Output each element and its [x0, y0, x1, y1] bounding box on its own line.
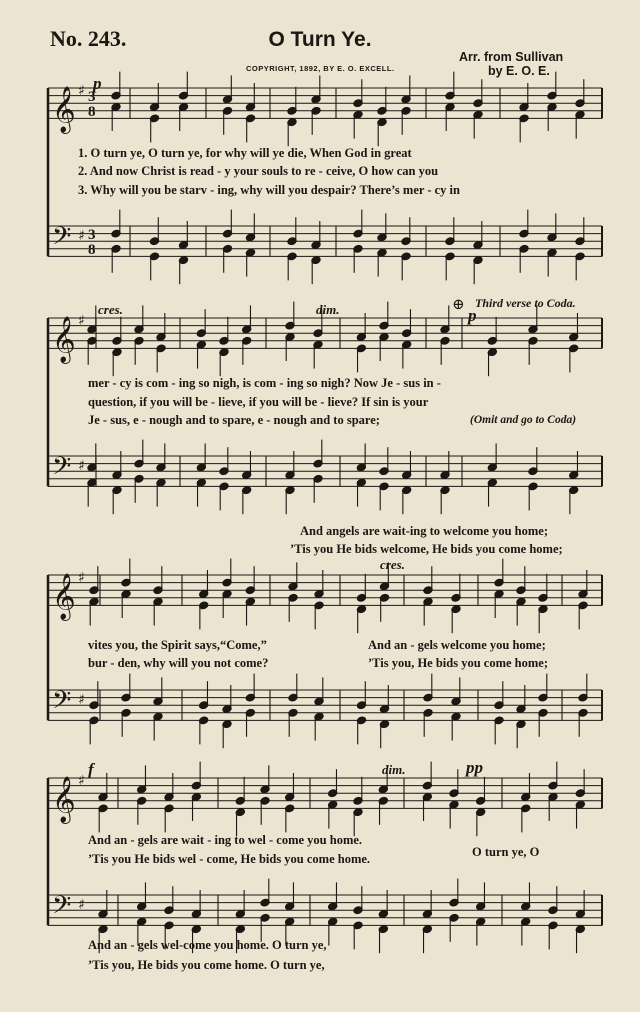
lyric-verse2-line2: question, if you will be - lieve, if you will be - lieve? If sin is your	[88, 395, 429, 409]
lyric-refrain-line4: ’Tis you He bids wel - come, He bids you come home.	[88, 852, 371, 866]
lyric-refrain-line1: And an - gels welcome you home;	[368, 638, 546, 652]
lyric-verse1-line2: mer - cy is com - ing so nigh, is com - ing so nigh? Now Je - sus in -	[88, 376, 441, 390]
treble-clef-icon: 𝄞	[52, 573, 76, 620]
sharp-icon: ♯	[78, 773, 85, 789]
lyric-refrain-line2: ’Tis you, He bids you come home;	[368, 656, 548, 670]
treble-clef-icon: 𝄞	[52, 86, 76, 133]
dynamic-diminuendo: dim.	[316, 302, 340, 317]
time-signature: 8	[88, 242, 96, 258]
lyric-verse1-line3: vites you, the Spirit says,“Come,”	[88, 638, 267, 652]
dynamic-piano: p	[93, 74, 102, 93]
lyric-bass-line2: ’Tis you, He bids you come home. O turn ye,	[88, 958, 325, 972]
sharp-icon: ♯	[78, 228, 85, 244]
lyric-verse1-line1: 1. O turn ye, O turn ye, for why will ye die, When God in great	[78, 146, 412, 160]
bass-clef-icon: 𝄢	[52, 221, 72, 257]
lyric-refrain-line3: And an - gels are wait - ing to wel - come you home.	[88, 833, 363, 847]
time-signature: 3	[88, 89, 96, 105]
omit-instruction: (Omit and go to Coda)	[470, 414, 577, 426]
lyric-verse2-line3: bur - den, why will you not come?	[88, 656, 269, 670]
lyric-verse2-line1: 2. And now Christ is read - y your souls to re - ceive, O how can you	[78, 164, 439, 178]
sharp-icon: ♯	[78, 692, 85, 708]
coda-icon: ⊕	[452, 297, 465, 313]
lyric-refrain-end: O turn ye, O	[472, 845, 540, 859]
lyric-verse3-line2: Je - sus, e - nough and to spare, e - nough and to spare;	[88, 413, 380, 427]
dynamic-pianissimo: pp	[466, 758, 483, 777]
lyric-bass-line1: And an - gels wel-come you home. O turn ye,	[88, 938, 327, 952]
dynamic-crescendo-2: cres.	[380, 557, 405, 572]
treble-clef-icon: 𝄞	[52, 316, 76, 363]
hymn-number: No. 243.	[50, 26, 127, 51]
coda-instruction: Third verse to Coda.	[475, 296, 576, 310]
sharp-icon: ♯	[78, 83, 85, 99]
treble-clef-icon: 𝄞	[52, 776, 76, 823]
chorus-alto-line1: And angels are wait-ing to welcome you home;	[300, 524, 549, 538]
arranger-initials: by E. O. E.	[488, 64, 550, 78]
sharp-icon: ♯	[78, 313, 85, 329]
copyright-notice: COPYRIGHT, 1892, BY E. O. EXCELL.	[246, 64, 395, 73]
arranger-credit: Arr. from Sullivan	[459, 50, 564, 64]
bass-clef-icon: 𝄢	[52, 890, 72, 926]
hymn-title: O Turn Ye.	[268, 28, 372, 51]
sharp-icon: ♯	[78, 458, 85, 474]
bass-clef-icon: 𝄢	[52, 451, 72, 487]
dynamic-piano-2: p	[468, 306, 477, 325]
sharp-icon: ♯	[78, 570, 85, 586]
time-signature: 8	[88, 104, 96, 120]
dynamic-crescendo: cres.	[98, 302, 123, 317]
chorus-alto-line2: ’Tis you He bids welcome, He bids you come home;	[290, 542, 563, 556]
dynamic-diminuendo-2: dim.	[382, 762, 406, 777]
sharp-icon: ♯	[78, 897, 85, 913]
dynamic-forte: f	[88, 760, 94, 779]
time-signature: 3	[88, 227, 96, 243]
lyric-verse3-line1: 3. Why will you be starv - ing, why will you despair? There’s mer - cy in	[78, 183, 460, 197]
bass-clef-icon: 𝄢	[52, 685, 72, 721]
